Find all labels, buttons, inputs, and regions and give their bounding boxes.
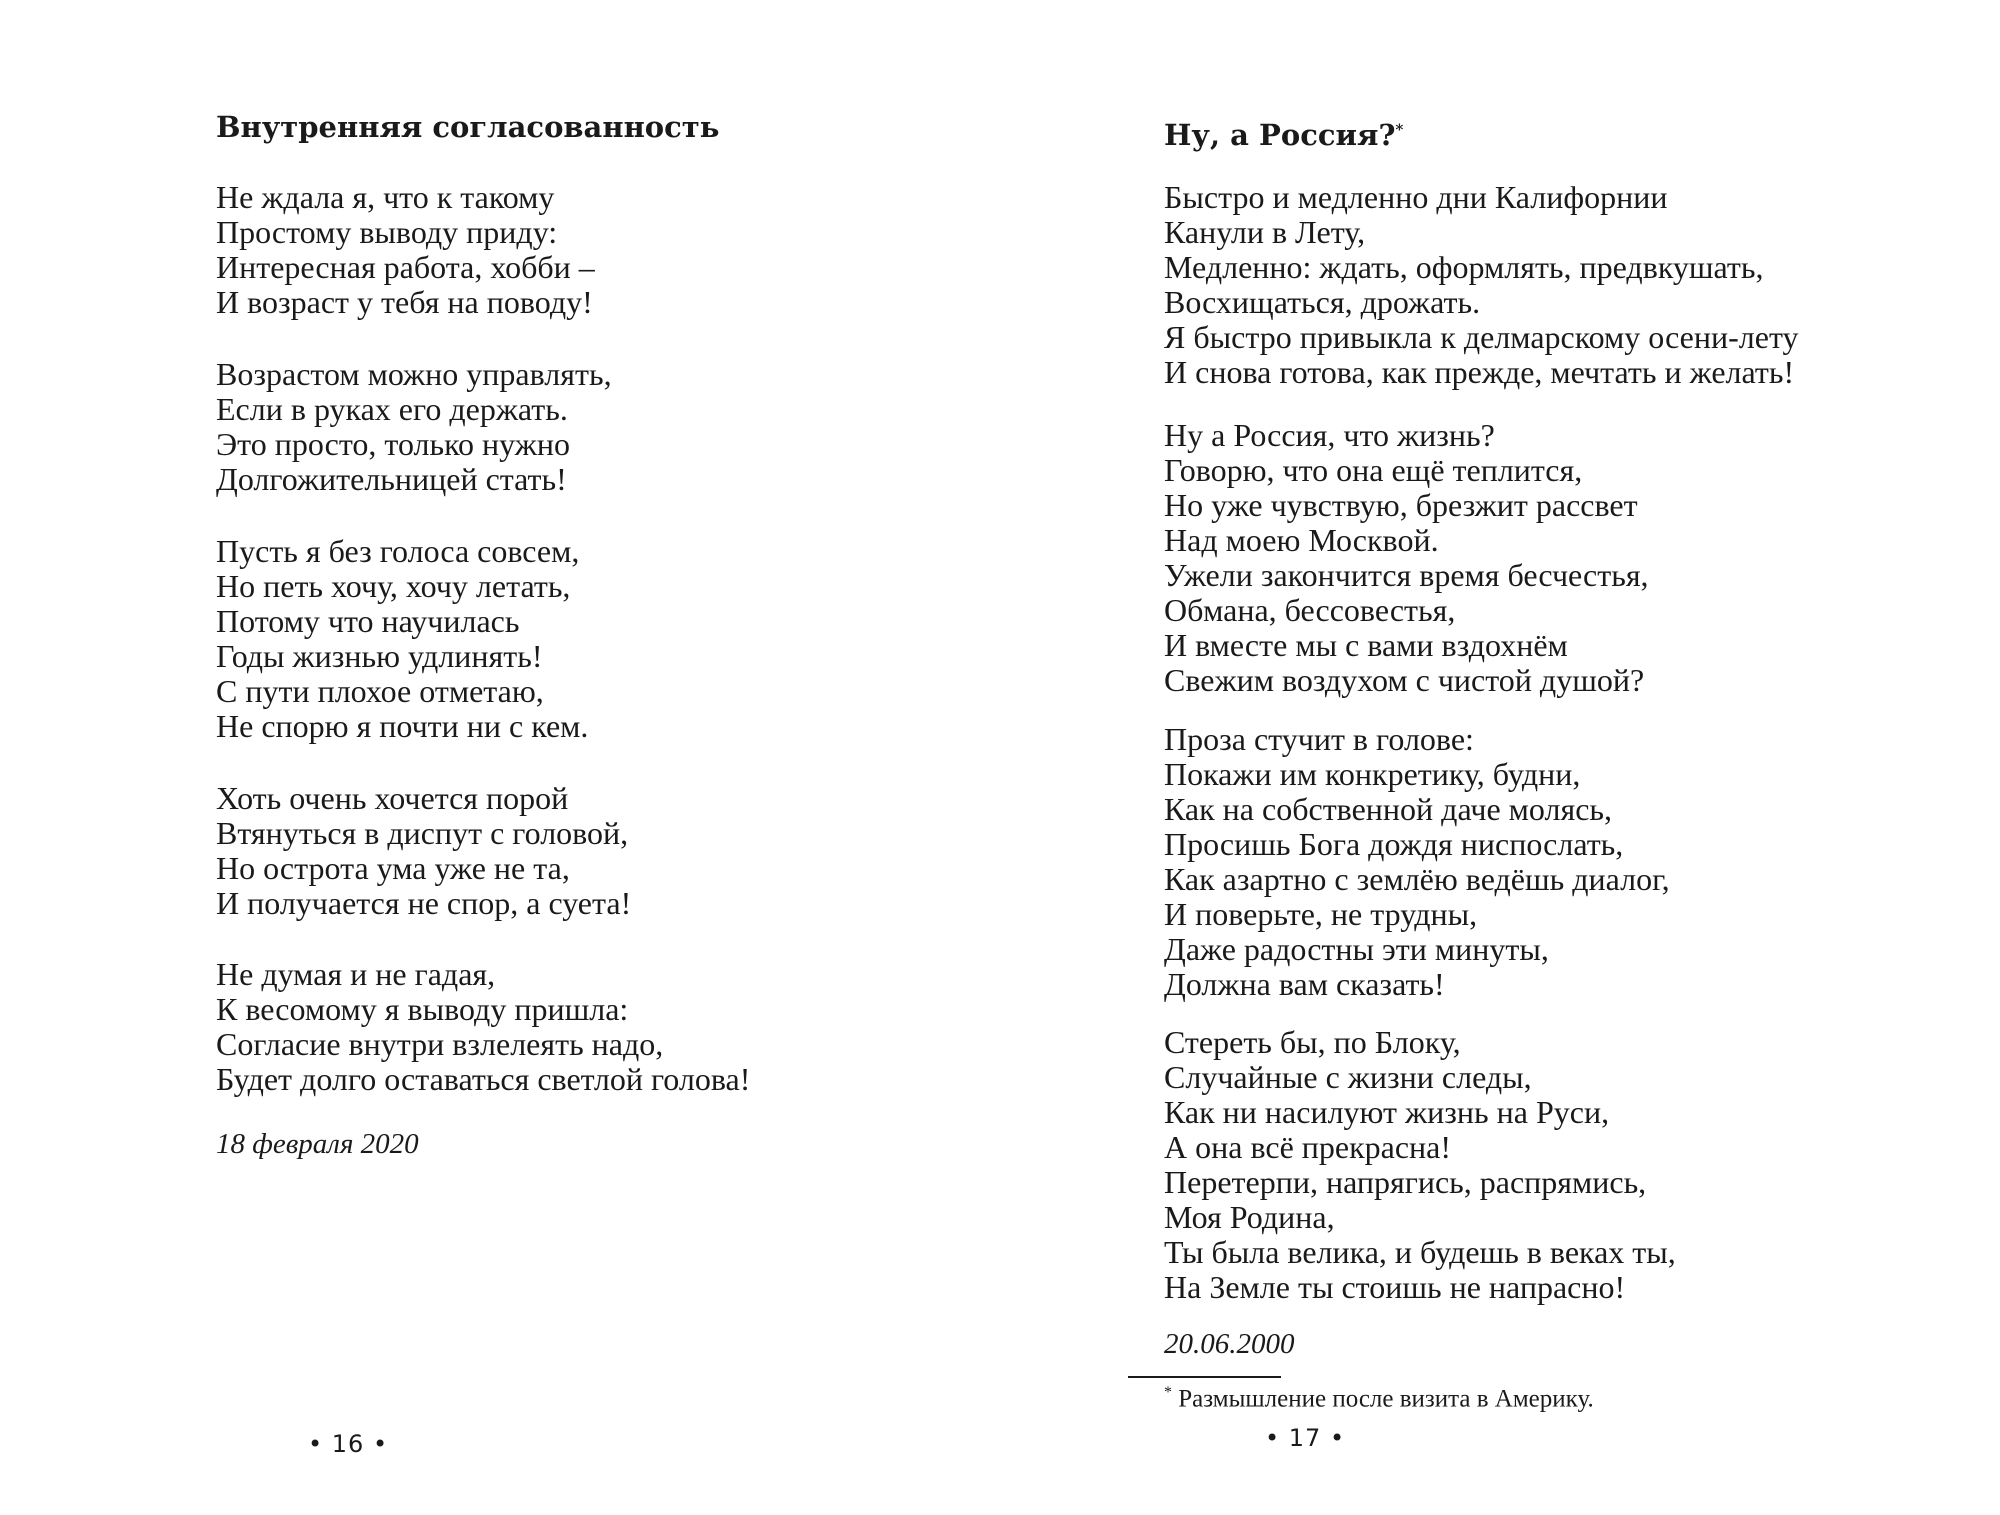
poem-line: Проза стучит в голове: <box>1164 721 1474 757</box>
poem-line: К весомому я выводу пришла: <box>216 991 629 1027</box>
poem-line: Не думая и не гадая, <box>216 956 496 992</box>
poem-line: Это просто, только нужно <box>216 426 570 462</box>
stanza-right-2 <box>1164 418 1649 698</box>
poem-title-right <box>1164 118 1403 152</box>
poem-line: И поверьте, не трудны, <box>1164 896 1478 932</box>
poem-line: Покажи им конкретику, будни, <box>1164 756 1581 792</box>
footnote-mark: * <box>1164 1384 1172 1401</box>
poem-line: Если в руках его держать. <box>216 391 568 427</box>
poem-line: Стереть бы, по Блоку, <box>1164 1024 1461 1060</box>
poem-line: Медленно: ждать, оформлять, предвкушать, <box>1164 249 1764 285</box>
poem-line: Как ни насилуют жизнь на Руси, <box>1164 1094 1610 1130</box>
poem-date-left: 18 февраля 2020 <box>216 1128 419 1160</box>
stanza-right-4 <box>1164 1025 1676 1305</box>
poem-line: И возраст у тебя на поводу! <box>216 284 593 320</box>
stanza-left-4 <box>216 781 631 921</box>
poem-line: Потому что научилась <box>216 603 520 639</box>
footnote-reference: * <box>1395 120 1404 139</box>
poem-line: С пути плохое отметаю, <box>216 673 544 709</box>
poem-line: Канули в Лету, <box>1164 214 1366 250</box>
poem-line: Возрастом можно управлять, <box>216 356 612 392</box>
poem-line: Должна вам сказать! <box>1164 966 1445 1002</box>
stanza-left-5 <box>216 957 750 1097</box>
poem-line: Над моею Москвой. <box>1164 522 1439 558</box>
poem-line: Будет долго оставаться светлой голова! <box>216 1061 751 1097</box>
page-number-right: • 17 • <box>1265 1424 1346 1452</box>
poem-line: Но уже чувствую, брезжит рассвет <box>1164 487 1638 523</box>
poem-line: Втянуться в диспут с головой, <box>216 815 629 851</box>
poem-line: Я быстро привыкла к делмарскому осени-лету <box>1164 319 1799 355</box>
poem-line: А она всё прекрасна! <box>1164 1129 1452 1165</box>
poem-line: Пусть я без голоса совсем, <box>216 533 580 569</box>
poem-line: Но петь хочу, хочу летать, <box>216 568 571 604</box>
poem-line: Ты была велика, и будешь в веках ты, <box>1164 1234 1676 1270</box>
poem-line: Свежим воздухом с чистой душой? <box>1164 662 1645 698</box>
poem-line: Моя Родина, <box>1164 1199 1335 1235</box>
poem-line: Годы жизнью удлинять! <box>216 638 543 674</box>
footnote-divider <box>1128 1376 1281 1378</box>
poem-line: Не спорю я почти ни с кем. <box>216 708 589 744</box>
poem-line: Но острота ума уже не та, <box>216 850 570 886</box>
poem-line: Простому выводу приду: <box>216 214 558 250</box>
poem-line: Интересная работа, хобби – <box>216 249 595 285</box>
poem-line: Просишь Бога дождя ниспослать, <box>1164 826 1624 862</box>
stanza-left-1 <box>216 180 595 320</box>
page-number-left: • 16 • <box>308 1430 389 1458</box>
poem-line: И снова готова, как прежде, мечтать и желать! <box>1164 354 1795 390</box>
poem-line: Как на собственной даче молясь, <box>1164 791 1612 827</box>
poem-line: На Земле ты стоишь не напрасно! <box>1164 1269 1626 1305</box>
poem-line: Даже радостны эти минуты, <box>1164 931 1549 967</box>
stanza-left-3 <box>216 534 588 744</box>
poem-line: Случайные с жизни следы, <box>1164 1059 1532 1095</box>
poem-date-right: 20.06.2000 <box>1164 1328 1295 1360</box>
footnote-text: Размышление после визита в Америку. <box>1178 1385 1594 1413</box>
poem-line: Ужели закончится время бесчестья, <box>1164 557 1649 593</box>
poem-line: Говорю, что она ещё теплится, <box>1164 452 1583 488</box>
poem-line: Обмана, бессовестья, <box>1164 592 1456 628</box>
poem-line: Перетерпи, напрягись, распрямись, <box>1164 1164 1647 1200</box>
stanza-left-2 <box>216 357 612 497</box>
poem-line: Не ждала я, что к такому <box>216 179 555 215</box>
footnote <box>1164 1384 1594 1413</box>
poem-line: И получается не спор, а суета! <box>216 885 632 921</box>
poem-title-text: Ну, а Россия? <box>1164 118 1396 152</box>
right-page <box>1000 0 2000 1515</box>
poem-line: Хоть очень хочется порой <box>216 780 569 816</box>
poem-title-left: Внутренняя согласованность <box>216 110 720 144</box>
poem-line: Долгожительницей стать! <box>216 461 567 497</box>
poem-line: Быстро и медленно дни Калифорнии <box>1164 179 1668 215</box>
stanza-right-1 <box>1164 180 1799 390</box>
poem-line: Как азартно с землёю ведёшь диалог, <box>1164 861 1670 897</box>
poem-line: Восхищаться, дрожать. <box>1164 284 1481 320</box>
poem-line: Согласие внутри взлелеять надо, <box>216 1026 664 1062</box>
poem-line: Ну а Россия, что жизнь? <box>1164 417 1495 453</box>
poem-line: И вместе мы с вами вздохнём <box>1164 627 1568 663</box>
stanza-right-3 <box>1164 722 1670 1002</box>
